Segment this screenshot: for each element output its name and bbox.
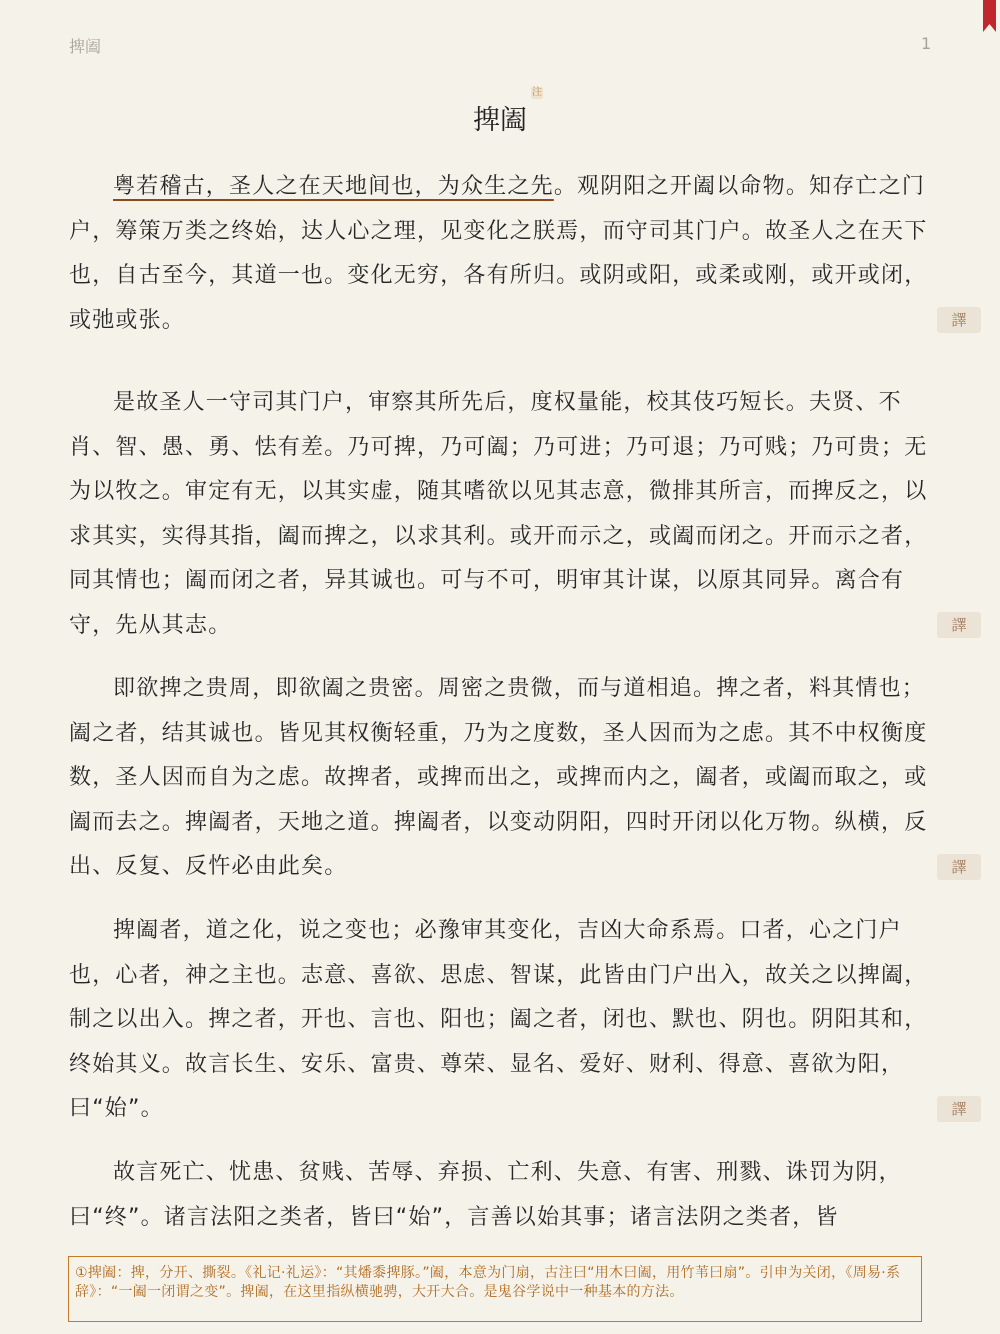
- paragraph-4: 捭阖者，道之化，说之变也；必豫审其变化，吉凶大命系焉。口者，心之门户也，心者，神之主也。志意、喜欲、思虑、智谋，此皆由门户出入，故关之以捭阖，制之以出入。捭之者，开也、言也、阳也；阖之者，闭也、默也、阴也。阴阳其和，终始其义。故言长生、安乐、富贵、尊荣、显名、爱好、财利、得意、喜欲为阳，曰“始”。: [69, 918, 928, 1121]
- translate-button[interactable]: 譯: [937, 612, 981, 638]
- page-number: 1: [921, 34, 932, 53]
- bookmark-icon[interactable]: [983, 0, 996, 32]
- chapter-title: [0, 87, 1000, 137]
- translate-button[interactable]: 譯: [937, 1096, 981, 1122]
- chapter-title-text: 捭阖: [473, 105, 527, 136]
- running-title: 捭阖: [69, 37, 102, 56]
- paragraph-2: 是故圣人一守司其门户，审察其所先后，度权量能，校其伎巧短长。夫贤、不肖、智、愚、勇、怯有差。乃可捭，乃可阖；乃可进；乃可退；乃可贱；乃可贵；无为以牧之。审定有无，以其实虚，随其嗜欲以见其志意，微排其所言，而捭反之，以求其实，实得其指，阖而捭之，以求其利。或开而示之，或阖而闭之。开而示之者，同其情也；阖而闭之者，异其诚也。可与不可，明审其计谋，以原其同异。离合有守，先从其志。: [69, 390, 928, 638]
- translate-button[interactable]: 譯: [937, 307, 981, 333]
- paragraph-3: 即欲捭之贵周，即欲阖之贵密。周密之贵微，而与道相追。捭之者，料其情也；阖之者，结其诚也。皆见其权衡轻重，乃为之度数，圣人因而为之虑。其不中权衡度数，圣人因而自为之虑。故捭者，或捭而出之，或捭而内之，阖者，或阖而取之，或阖而去之。捭阖者，天地之道。捭阖者，以变动阴阳，四时开闭以化万物。纵横，反出、反复、反忤必由此矣。: [69, 676, 928, 879]
- paragraph-5: 故言死亡、忧患、贫贱、苦辱、弃损、亡利、失意、有害、刑戮、诛罚为阴，曰“终”。诸言法阳之类者，皆曰“始”，言善以始其事；诸言法阴之类者，皆: [69, 1160, 902, 1230]
- note-marker[interactable]: 注: [532, 87, 542, 98]
- paragraph-1-text: 。观阴阳之开阖以命物。知存亡之门户，筹策万类之终始，达人心之理，见变化之朕焉，而守司其门户。故圣人之在天下也，自古至今，其道一也。变化无穷，各有所归。或阴或阳，或柔或刚，或开或闭，或弛或张。: [69, 174, 928, 333]
- translate-button[interactable]: 譯: [937, 854, 981, 880]
- footnote-popup[interactable]: [68, 1256, 922, 1322]
- footnote-text: ①捭阖：捭，分开、撕裂。《礼记·礼运》：“其燔黍捭豚。”阖，本意为门扇，古注曰“用木曰阖，用竹苇曰扇”。引申为关闭，《周易·系辞》：“一阖一闭谓之变”。捭阖，在这里指纵横驰骋，大开大合。是鬼谷学说中一种基本的方法。: [75, 1265, 901, 1300]
- highlighted-sentence[interactable]: 粤若稽古，圣人之在天地间也，为众生之先: [113, 174, 554, 199]
- paragraph-1: [69, 165, 935, 343]
